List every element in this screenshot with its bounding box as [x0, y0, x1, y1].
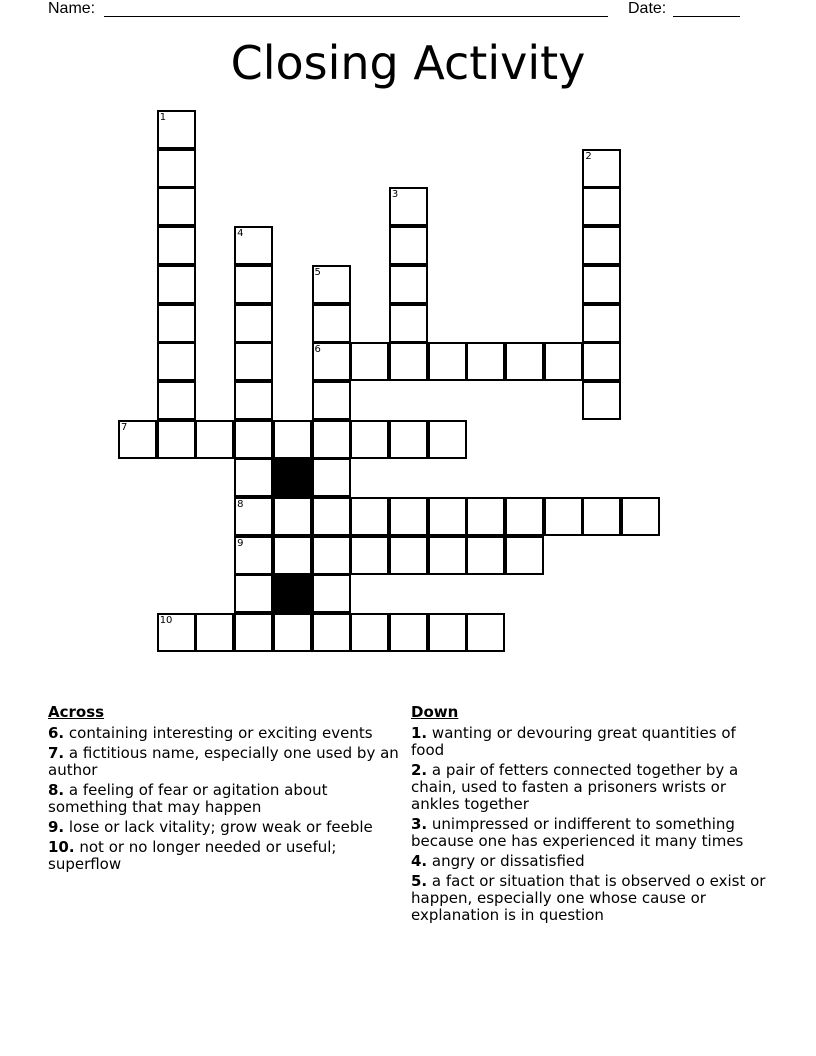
crossword-cell[interactable]: [234, 613, 273, 652]
cell-number: 8: [237, 499, 244, 510]
crossword-cell[interactable]: [312, 458, 351, 497]
crossword-cell[interactable]: [312, 265, 351, 304]
crossword-cell[interactable]: [466, 536, 505, 575]
crossword-cell[interactable]: [234, 381, 273, 420]
across-clue: [48, 725, 408, 742]
crossword-cell[interactable]: [118, 420, 157, 459]
crossword-cell[interactable]: [621, 497, 660, 536]
down-clue: [411, 853, 771, 870]
crossword-cell[interactable]: [234, 458, 273, 497]
crossword-cell[interactable]: [234, 304, 273, 343]
crossword-cell[interactable]: [157, 613, 196, 652]
across-clues: [48, 703, 408, 876]
clue-text: a fact or situation that is observed o exist or happen, especially one whose cause or explanation is in question: [411, 872, 766, 924]
cell-number: 5: [314, 266, 321, 278]
crossword-cell[interactable]: [389, 226, 428, 265]
cell-number: 7: [121, 421, 128, 433]
clue-number: 3.: [411, 815, 428, 833]
across-clue: [48, 745, 408, 779]
crossword-cell[interactable]: [428, 497, 467, 536]
crossword-cell[interactable]: [195, 420, 234, 459]
crossword-cell[interactable]: [389, 187, 428, 226]
across-clue: [48, 819, 408, 836]
clue-number: 2.: [411, 761, 428, 779]
crossword-cell[interactable]: [389, 536, 428, 575]
crossword-cell[interactable]: [157, 381, 196, 420]
crossword-cell[interactable]: [312, 574, 351, 613]
down-clue: [411, 873, 771, 924]
crossword-cell[interactable]: [157, 304, 196, 343]
clue-text: lose or lack vitality; grow weak or feeble: [68, 818, 373, 836]
crossword-cell[interactable]: [157, 187, 196, 226]
crossword-cell[interactable]: [157, 420, 196, 459]
crossword-cell[interactable]: [350, 613, 389, 652]
crossword-cell[interactable]: [428, 342, 467, 381]
down-clue-list: [411, 725, 771, 924]
clue-text: containing interesting or exciting events: [68, 724, 373, 742]
crossword-cell[interactable]: [505, 536, 544, 575]
crossword-cell[interactable]: [273, 497, 312, 536]
crossword-cell[interactable]: [234, 265, 273, 304]
crossword-cell[interactable]: [350, 420, 389, 459]
cell-number: 6: [314, 344, 321, 356]
crossword-cell[interactable]: [273, 420, 312, 459]
across-clue-list: [48, 725, 408, 873]
down-clue: [411, 725, 771, 759]
clue-text: a pair of fetters connected together by a chain, used to fasten a prisoners wrists or ankles together: [411, 761, 739, 813]
date-label: Date:: [628, 0, 667, 17]
crossword-cell[interactable]: [157, 110, 196, 149]
crossword-cell[interactable]: [234, 536, 273, 575]
clue-number: 6.: [48, 724, 65, 742]
crossword-cell[interactable]: [273, 536, 312, 575]
crossword-cell[interactable]: [582, 265, 621, 304]
cell-number: 3: [391, 189, 399, 201]
down-clues: [411, 703, 771, 927]
crossword-cell[interactable]: [582, 226, 621, 265]
crossword-cell[interactable]: [312, 613, 351, 652]
crossword-cell[interactable]: [389, 420, 428, 459]
crossword-cell[interactable]: [582, 187, 621, 226]
down-clue: [411, 816, 771, 850]
page-title: Closing Activity: [230, 36, 586, 90]
clue-number: 4.: [411, 852, 428, 870]
crossword-cell[interactable]: [389, 613, 428, 652]
crossword-cell[interactable]: [157, 226, 196, 265]
crossword-cell[interactable]: [312, 304, 351, 343]
crossword-cell[interactable]: [234, 420, 273, 459]
crossword-cell[interactable]: [466, 613, 505, 652]
name-label: Name:: [48, 0, 96, 17]
crossword-cell[interactable]: [544, 342, 583, 381]
crossword-cell[interactable]: [582, 149, 621, 188]
clue-number: 10.: [48, 838, 75, 856]
crossword-cell[interactable]: [234, 497, 273, 536]
crossword-cell[interactable]: [428, 420, 467, 459]
crossword-cell[interactable]: [582, 497, 621, 536]
crossword-cell[interactable]: [157, 149, 196, 188]
crossword-cell[interactable]: [312, 497, 351, 536]
clue-text: wanting or devouring great quantities of food: [411, 724, 736, 759]
crossword-cell[interactable]: [544, 497, 583, 536]
crossword-cell[interactable]: [234, 342, 273, 381]
cell-number: 10: [159, 615, 173, 627]
crossword-cell[interactable]: [389, 497, 428, 536]
across-clue: [48, 782, 408, 816]
clue-number: 9.: [48, 818, 65, 836]
down-heading: Down: [411, 703, 459, 721]
clue-number: 8.: [48, 781, 65, 799]
crossword-cell[interactable]: [428, 536, 467, 575]
crossword-cell[interactable]: [157, 265, 196, 304]
crossword-block: [273, 458, 312, 497]
crossword-cell[interactable]: [389, 265, 428, 304]
crossword-cell[interactable]: [389, 342, 428, 381]
clue-number: 7.: [48, 744, 65, 762]
clue-text: angry or dissatisfied: [431, 852, 585, 870]
crossword-cell[interactable]: [157, 342, 196, 381]
across-heading: Across: [48, 703, 105, 721]
crossword-cell[interactable]: [234, 226, 273, 265]
clue-number: 5.: [411, 872, 428, 890]
clue-text: a feeling of fear or agitation about something that may happen: [48, 781, 328, 816]
clue-text: a fictitious name, especially one used by an author: [48, 744, 399, 779]
crossword-cell[interactable]: [582, 342, 621, 381]
cell-number: 4: [237, 228, 244, 240]
crossword-cell[interactable]: [505, 497, 544, 536]
crossword-cell[interactable]: [234, 574, 273, 613]
crossword-cell[interactable]: [312, 342, 351, 381]
crossword-cell[interactable]: [312, 381, 351, 420]
crossword-cell[interactable]: [582, 304, 621, 343]
crossword-cell[interactable]: [350, 497, 389, 536]
clue-number: 1.: [411, 724, 428, 742]
down-clue: [411, 762, 771, 813]
cell-number: 1: [159, 112, 167, 123]
crossword-cell[interactable]: [505, 342, 544, 381]
crossword-cell[interactable]: [428, 613, 467, 652]
crossword-cell[interactable]: [273, 613, 312, 652]
crossword-cell[interactable]: [350, 342, 389, 381]
crossword-cell[interactable]: [466, 342, 505, 381]
cell-number: 2: [585, 150, 592, 162]
clue-text: unimpressed or indifferent to something because one has experienced it many times: [411, 815, 744, 850]
crossword-cell[interactable]: [350, 536, 389, 575]
crossword-cell[interactable]: [195, 613, 234, 652]
clue-text: not or no longer needed or useful; superflow: [48, 838, 337, 873]
crossword-block: [273, 574, 312, 613]
crossword-cell[interactable]: [312, 536, 351, 575]
crossword-cell[interactable]: [582, 381, 621, 420]
crossword-cell[interactable]: [389, 304, 428, 343]
across-clue: [48, 839, 408, 873]
crossword-cell[interactable]: [312, 420, 351, 459]
cell-number: 9: [237, 537, 244, 549]
crossword-cell[interactable]: [466, 497, 505, 536]
